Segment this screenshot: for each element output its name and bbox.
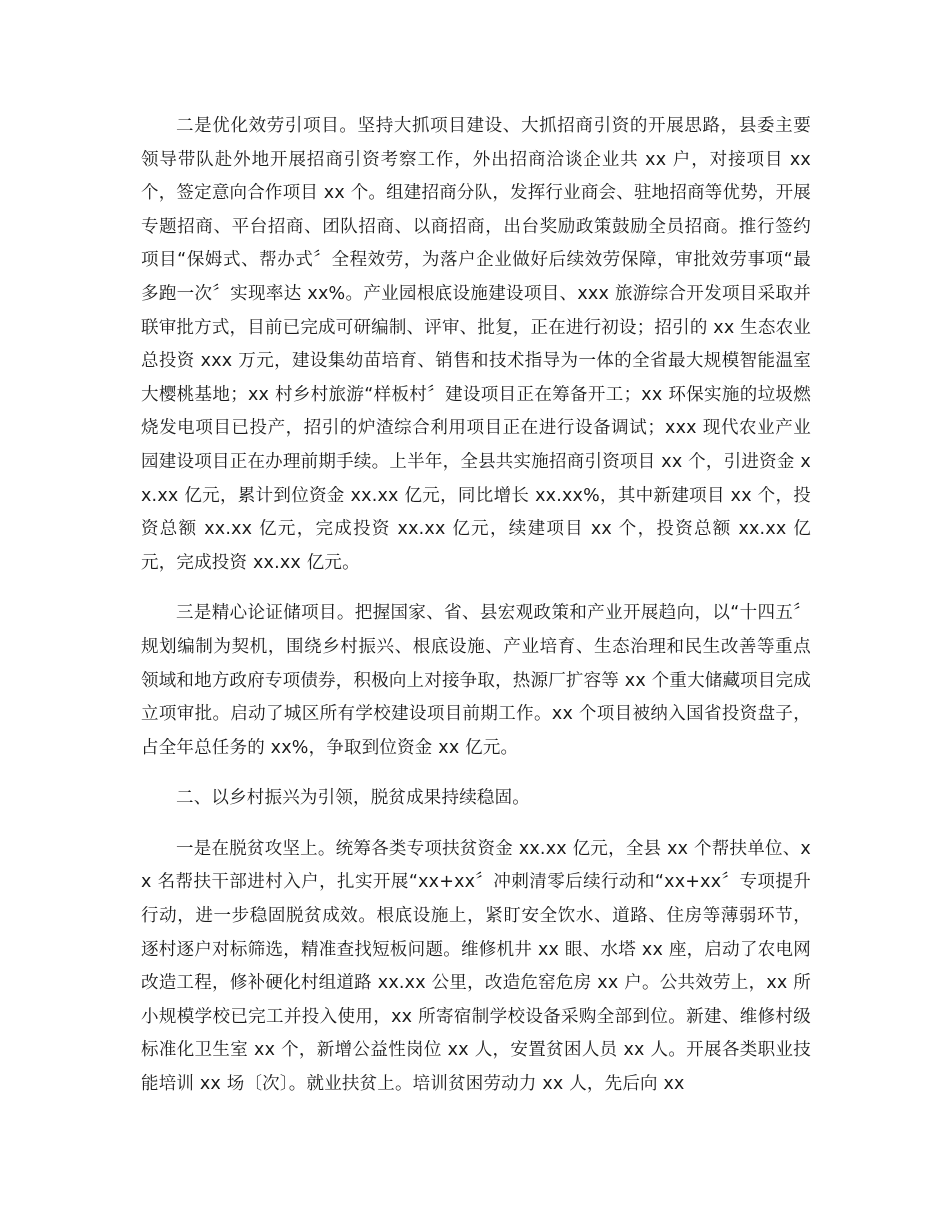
- paragraph-optimize-service-projects: 二是优化效劳引项目。坚持大抓项目建设、大抓招商引资的开展思路，县委主要领导带队赴外地开展招商引资考察工作，外出招商洽谈企业共 xx 户，对接项目 xx 个，签定意向合作项目 xx 个。组建招商分队，发挥行业商会、驻地招商等优势，开展专题招商、平台招商、团队招商、以商招商，出台奖励政策鼓励全员招商。推行签约项目“保姆式、帮办式〞全程效劳，为落户企业做好后续效劳保障，审批效劳事项“最多跑一次〞实现率达 xx%。产业园根底设施建设项目、xxx 旅游综合开发项目采取并联审批方式，目前已完成可研编制、评审、批复，正在进行初设；招引的 xx 生态农业总投资 xxx 万元，建设集幼苗培育、销售和技术指导为一体的全省最大规模智能温室大樱桃基地；xx 村乡村旅游“样板村〞建设项目正在筹备开工；xx 环保实施的垃圾燃烧发电项目已投产，招引的炉渣综合利用项目正在进行设备调试；xxx 现代农业产业园建设项目正在办理前期手续。上半年，全县共实施招商引资项目 xx 个，引进资金 xx.xx 亿元，累计到位资金 xx.xx 亿元，同比增长 xx.xx%，其中新建项目 xx 个，投资总额 xx.xx 亿元，完成投资 xx.xx 亿元，续建项目 xx 个，投资总额 xx.xx 亿元，完成投资 xx.xx 亿元。: [141, 116, 811, 573]
- document-body: [141, 110, 811, 1119]
- paragraph-poverty-alleviation: 一是在脱贫攻坚上。统筹各类专项扶贫资金 xx.xx 亿元，全县 xx 个帮扶单位、xx 名帮扶干部进村入户，扎实开展“xx+xx〞冲刺清零后续行动和“xx+xx〞专项提升行动，进一步稳固脱贫成效。根底设施上，紧盯安全饮水、道路、住房等薄弱环节，逐村逐户对标筛选，精准查找短板问题。维修机井 xx 眼、水塔 xx 座，启动了农电网改造工程，修补硬化村组道路 xx.xx 公里，改造危窑危房 xx 户。公共效劳上，xx 所小规模学校已完工并投入使用，xx 所寄宿制学校设备采购全部到位。新建、维修村级标准化卫生室 xx 个，新增公益性岗位 xx 人，安置贫困人员 xx 人。开展各类职业技能培训 xx 场〔次〕。就业扶贫上。培训贫困劳动力 xx 人，先后向 xx: [141, 838, 812, 1095]
- paragraph-reserve-projects: 三是精心论证储项目。把握国家、省、县宏观政策和产业开展趋向，以“十四五〞规划编制为契机，围绕乡村振兴、根底设施、产业培育、生态治理和民生改善等重点领域和地方政府专项债券，积极向上对接争取，热源厂扩容等 xx 个重大储藏项目完成立项审批。启动了城区所有学校建设项目前期工作。xx 个项目被纳入国省投资盘子，占全年总任务的 xx%，争取到位资金 xx 亿元。: [141, 603, 811, 758]
- section-heading-rural-revitalization: 二、以乡村振兴为引领，脱贫成果持续稳固。: [176, 788, 530, 809]
